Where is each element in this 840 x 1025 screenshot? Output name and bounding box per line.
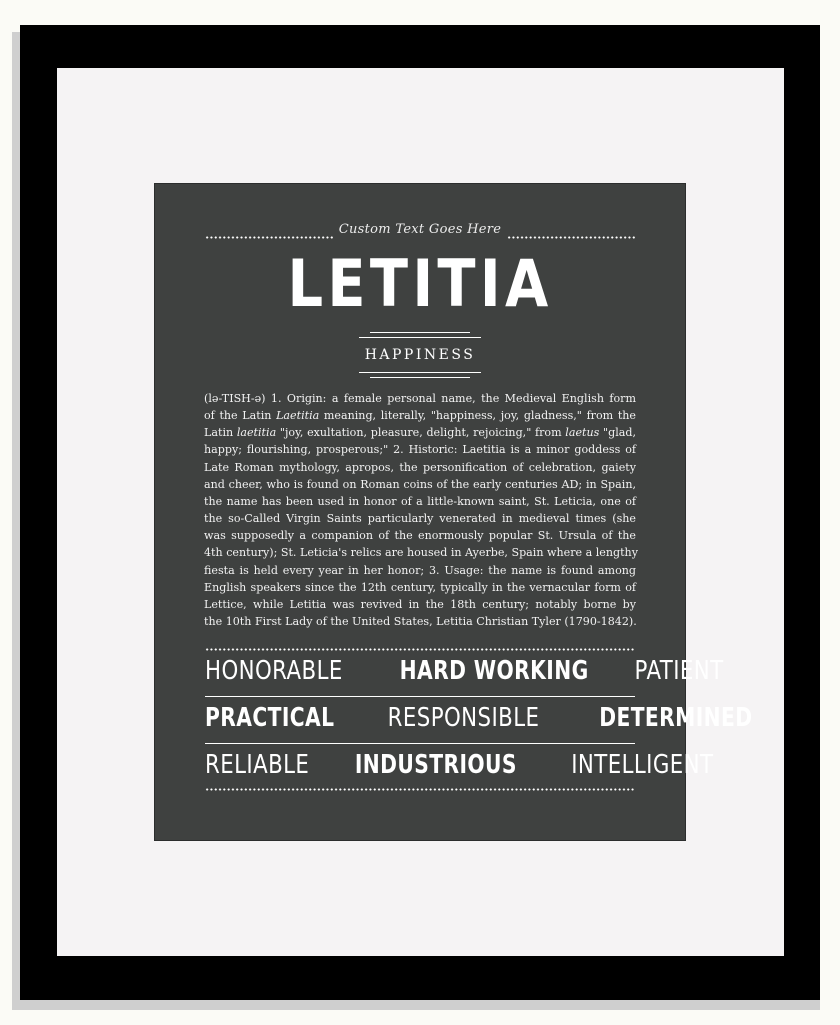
definition-line: Late Roman mythology, apropos, the personification of celebration, gaiety — [204, 460, 636, 474]
definition-line: and cheer, who is found on Roman coins of the early centuries AD; in Spain, — [204, 477, 636, 491]
rule-bottom-wide — [359, 372, 481, 373]
rule-top-wide — [359, 337, 481, 338]
dotted-divider-right — [507, 236, 635, 239]
trait-rule-1 — [205, 696, 635, 697]
dotted-divider-traits-bottom — [205, 788, 635, 791]
trait-row-3 — [205, 750, 714, 786]
trait-word: RESPONSIBLE — [387, 703, 540, 733]
name-poster — [155, 184, 753, 840]
trait-word: HARD WORKING — [399, 656, 589, 686]
definition-line: (lə-TISH-ə) 1. Origin: a female personal name, the Medieval English form — [204, 392, 636, 405]
trait-word: PRACTICAL — [205, 703, 335, 733]
name-definition — [204, 390, 636, 630]
rule-top — [370, 332, 470, 333]
trait-row-2 — [205, 703, 753, 739]
trait-row-1 — [205, 656, 724, 692]
definition-line: 4th century); St. Leticia's relics are housed in Ayerbe, Spain where a lengthy — [204, 546, 638, 560]
definition-line: happy; flourishing, prosperous;" 2. Historic: Laetitia is a minor goddess of — [204, 443, 636, 457]
custom-text: Custom Text Goes Here — [338, 222, 502, 237]
definition-line: fiesta is held every year in her honor; 3. Usage: the name is found among — [204, 563, 636, 577]
name-title: LETITIA — [287, 247, 553, 322]
definition-line: the so-Called Virgin Saints particularly venerated in medieval times (she — [204, 512, 636, 526]
definition-line: the 10th First Lady of the United States, Letitia Christian Tyler (1790-1842). — [204, 615, 637, 629]
trait-word: DETERMINED — [599, 703, 753, 733]
trait-word: PATIENT — [634, 656, 724, 686]
dotted-divider-traits-top — [205, 648, 635, 651]
trait-word: RELIABLE — [205, 750, 310, 780]
name-meaning: HAPPINESS — [364, 347, 476, 363]
definition-line: English speakers since the 12th century, typically in the vernacular form of — [204, 580, 636, 594]
trait-word: HONORABLE — [205, 656, 343, 686]
definition-line: was supposedly a companion of the enormously popular St. Ursula of the — [204, 529, 636, 543]
trait-rule-2 — [205, 743, 635, 744]
definition-line: Latin laetitia "joy, exultation, pleasure, delight, rejoicing," from laetus "glad, — [204, 426, 636, 440]
definition-line: Lettice, while Letitia was revived in the 18th century; notably borne by — [204, 597, 636, 611]
trait-word: INDUSTRIOUS — [355, 750, 518, 780]
rule-bottom — [370, 377, 470, 378]
custom-text-row — [205, 222, 635, 246]
definition-line: of the Latin Laetitia meaning, literally, "happiness, joy, gladness," from the — [204, 409, 636, 423]
trait-word: INTELLIGENT — [571, 750, 714, 780]
definition-line: the name has been used in honor of a little-known saint, St. Leticia, one of — [204, 494, 636, 508]
